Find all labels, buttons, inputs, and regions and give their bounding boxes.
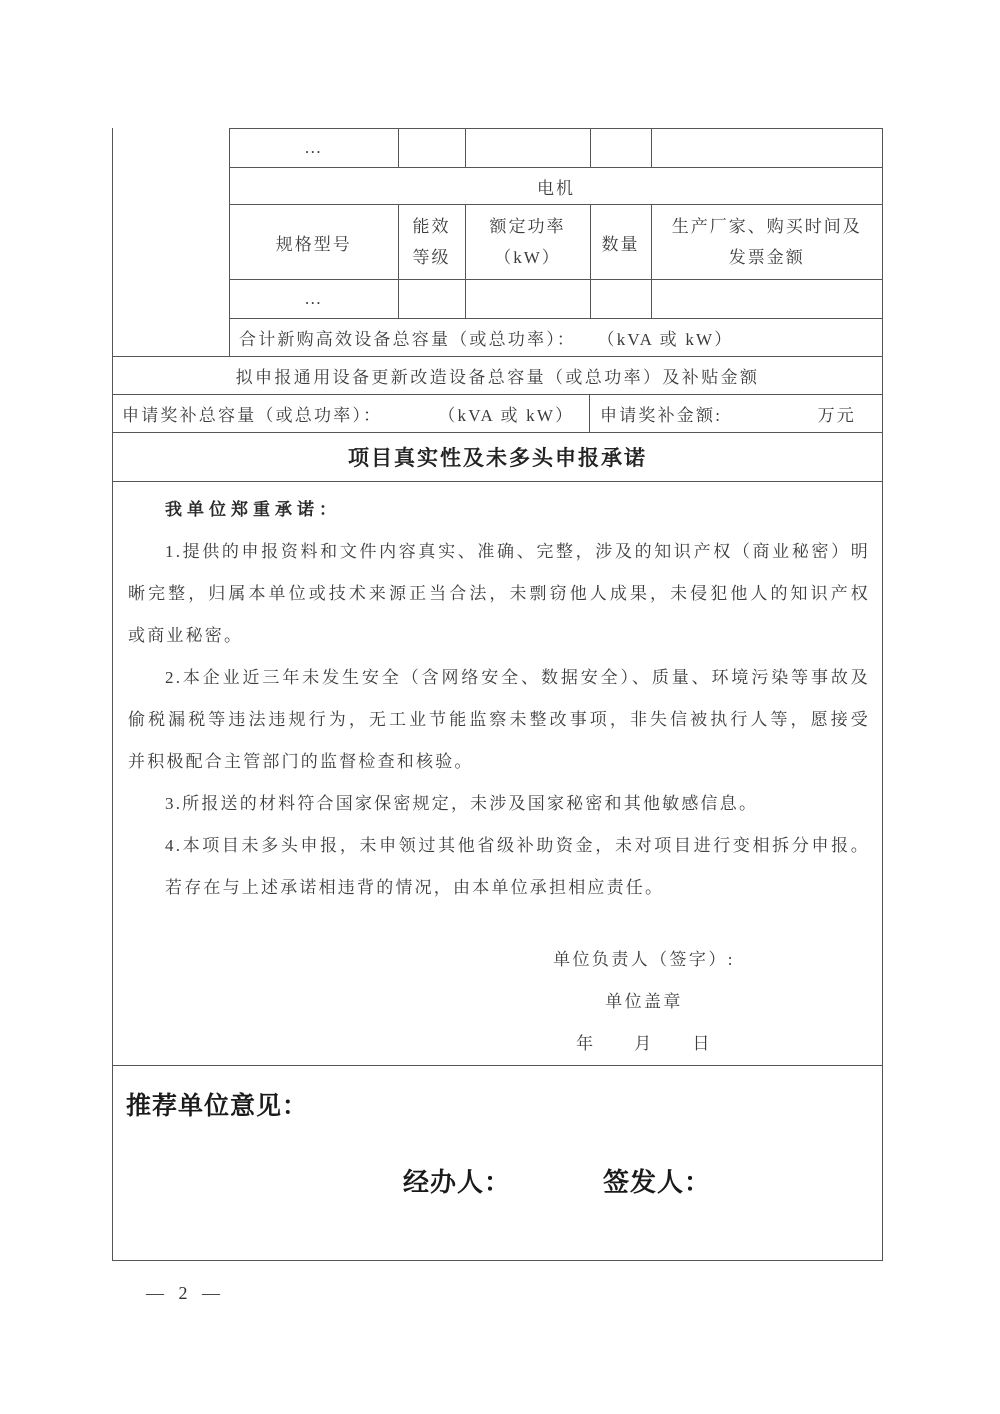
commitment-line-5: 偷税漏税等违法违规行为，无工业节能监察未整改事项，非失信被执行人等，愿接受 bbox=[128, 710, 870, 729]
recommendation-cell bbox=[113, 1065, 882, 1260]
col-header-manufacturer: 生产厂家、购买时间及 发票金额 bbox=[651, 205, 882, 280]
signer-line: 单位负责人（签字）: bbox=[553, 950, 735, 969]
award-capacity-label: 申请奖补总容量（或总功率）： bbox=[122, 406, 383, 425]
commitment-line-2: 晰完整，归属本单位或技术来源正当合法，未剽窃他人成果，未侵犯他人的知识产权 bbox=[128, 584, 870, 603]
recommendation-sign-line bbox=[113, 1162, 882, 1199]
power-empty-cell bbox=[465, 129, 590, 168]
seal-line: 单位盖章 bbox=[605, 992, 683, 1011]
page-number: — 2 — bbox=[146, 1283, 225, 1303]
motor-header-row bbox=[230, 205, 882, 280]
spec-ellipsis-cell: … bbox=[230, 129, 398, 168]
efficiency-empty-cell bbox=[398, 280, 465, 319]
commitment-body-cell bbox=[113, 481, 882, 1065]
equipment-ellipsis-row-top bbox=[230, 129, 882, 168]
spec-ellipsis-cell: … bbox=[230, 280, 398, 319]
signature-block bbox=[494, 939, 794, 1065]
manufacturer-empty-cell bbox=[651, 129, 882, 168]
commitment-lead: 我单位郑重承诺： bbox=[165, 500, 341, 519]
commitment-line-1: 1.提供的申报资料和文件内容真实、准确、完整，涉及的知识产权（商业秘密）明 bbox=[165, 542, 870, 561]
col-header-spec: 规格型号 bbox=[230, 205, 398, 280]
quantity-empty-cell bbox=[590, 280, 651, 319]
total-new-equipment-row bbox=[230, 319, 882, 357]
date-line: 年 月 日 bbox=[576, 1034, 712, 1053]
application-form-table bbox=[112, 128, 883, 1261]
col-header-rated-power: 额定功率 （kW） bbox=[465, 205, 590, 280]
award-row bbox=[113, 394, 882, 432]
equipment-ellipsis-row-bottom bbox=[230, 280, 882, 319]
manufacturer-empty-cell bbox=[651, 280, 882, 319]
declare-total-row bbox=[113, 356, 882, 394]
issuer-label: 签发人： bbox=[603, 1167, 712, 1197]
equipment-section-row bbox=[113, 128, 882, 356]
award-amount-unit: 万元 bbox=[817, 406, 856, 425]
declare-total-label: 拟申报通用设备更新改造设备总容量（或总功率）及补贴金额 bbox=[235, 368, 760, 387]
commitment-line-9: 若存在与上述承诺相违背的情况，由本单位承担相应责任。 bbox=[165, 878, 665, 897]
commitment-line-7: 3.所报送的材料符合国家保密规定，未涉及国家秘密和其他敏感信息。 bbox=[165, 794, 759, 813]
efficiency-empty-cell bbox=[398, 129, 465, 168]
award-capacity-unit: （kVA 或 kW） bbox=[438, 406, 575, 425]
commitment-line-4: 2.本企业近三年未发生安全（含网络安全、数据安全）、质量、环境污染等事故及 bbox=[165, 668, 870, 687]
award-amount-label: 申请奖补金额: bbox=[600, 406, 723, 425]
commitment-line-6: 并积极配合主管部门的监督检查和核验。 bbox=[128, 752, 474, 771]
col-header-quantity: 数量 bbox=[590, 205, 651, 280]
recommendation-title: 推荐单位意见： bbox=[126, 1092, 309, 1120]
commitment-section-title-row bbox=[113, 432, 882, 481]
total-new-equipment-label: 合计新购高效设备总容量（或总功率）： （kVA 或 kW） bbox=[230, 319, 882, 357]
power-empty-cell bbox=[465, 280, 590, 319]
motor-section-row bbox=[230, 168, 882, 205]
commitment-line-3: 或商业秘密。 bbox=[128, 626, 244, 645]
col-header-efficiency: 能效 等级 bbox=[398, 205, 465, 280]
award-amount-cell bbox=[590, 395, 882, 432]
award-capacity-cell bbox=[113, 395, 590, 432]
rowspan-spacer-cell bbox=[113, 128, 230, 356]
commitment-line-8: 4.本项目未多头申报，未申领过其他省级补助资金，未对项目进行变相拆分申报。 bbox=[165, 836, 870, 855]
commitment-section-title: 项目真实性及未多头申报承诺 bbox=[348, 447, 647, 470]
quantity-empty-cell bbox=[590, 129, 651, 168]
motor-section-title: 电机 bbox=[230, 168, 882, 205]
operator-label: 经办人： bbox=[403, 1167, 512, 1197]
equipment-table bbox=[230, 128, 882, 357]
